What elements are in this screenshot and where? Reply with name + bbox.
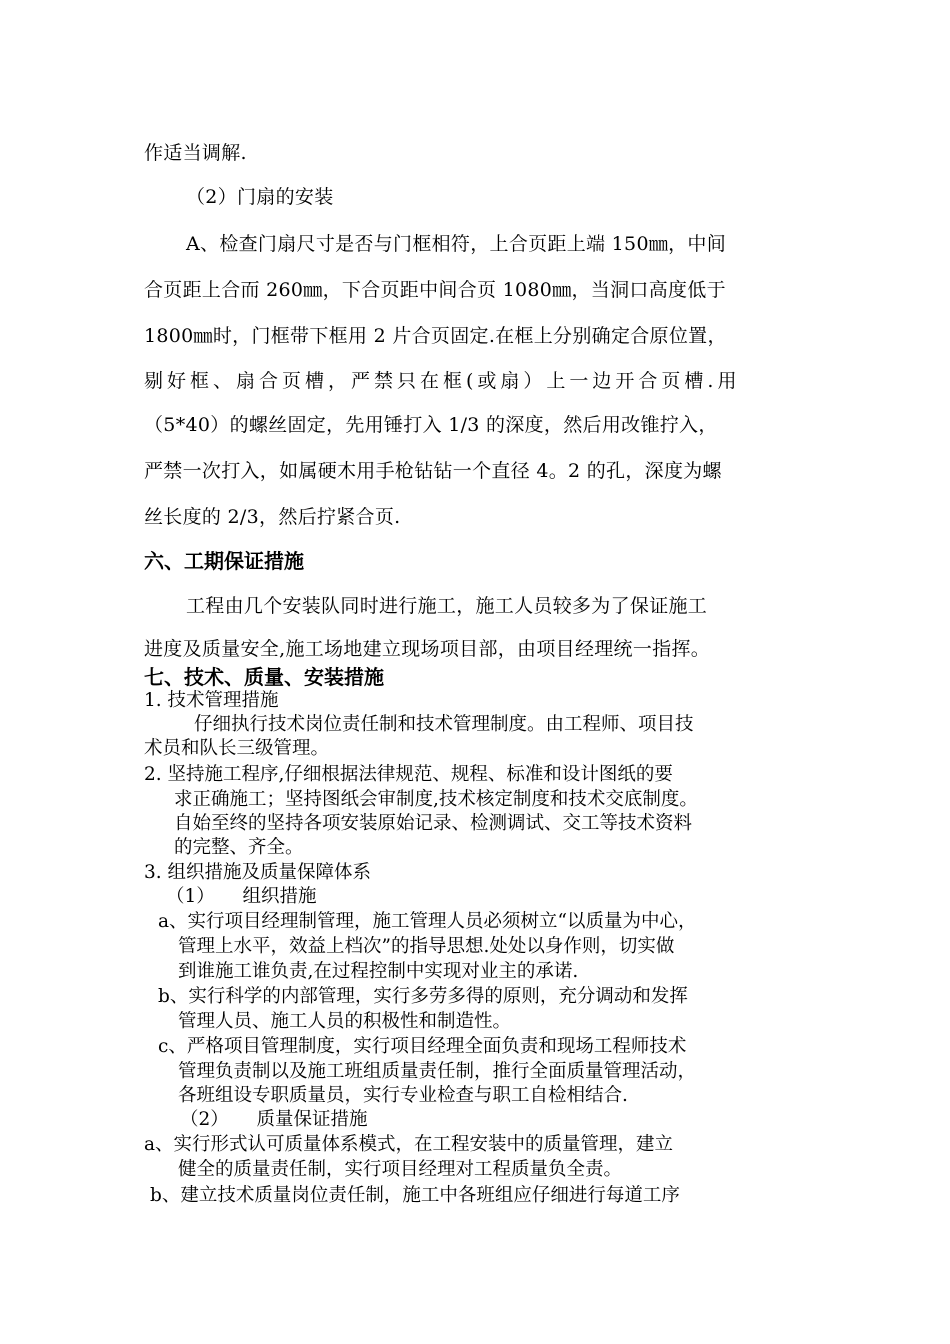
subheading-quality-assurance: （2） 质量保证措施 <box>180 1109 368 1130</box>
text-line: 管理人员、施工人员的积极性和制造性。 <box>178 1011 512 1032</box>
text-line: 严禁一次打入，如属硬木用手枪钻钻一个直径 4。2 的孔，深度为螺 <box>144 460 722 482</box>
text-line: 管理上水平，效益上档次”的指导思想.处处以身作则，切实做 <box>178 936 675 957</box>
list-item: b、建立技术质量岗位责任制，施工中各班组应仔细进行每道工序 <box>150 1185 680 1206</box>
text-line: （5*40）的螺丝固定，先用锤打入 1/3 的深度，然后用改锥拧入， <box>144 414 718 436</box>
text-line: 的完整、齐全。 <box>174 837 304 858</box>
text-line: 仔细执行技术岗位责任制和技术管理制度。由工程师、项目技 <box>194 714 694 735</box>
section-heading-schedule: 六、工期保证措施 <box>144 549 304 573</box>
text-line: 剔好框、扇合页槽，严禁只在框(或扇）上一边开合页槽.用 <box>144 370 741 392</box>
text-line: 求正确施工；坚持图纸会审制度,技术核定制度和技术交底制度。 <box>174 789 698 810</box>
text-line: 丝长度的 2/3，然后拧紧合页. <box>144 506 401 528</box>
text-line: 到谁施工谁负责,在过程控制中实现对业主的承诺. <box>178 961 579 982</box>
text-line: 工程由几个安装队同时进行施工，施工人员较多为了保证施工 <box>186 595 708 617</box>
section-heading-quality: 七、技术、质量、安装措施 <box>144 665 384 689</box>
list-item-heading: 3. 组织措施及质量保障体系 <box>144 862 372 883</box>
list-item: a、实行项目经理制管理，施工管理人员必须树立“以质量为中心， <box>158 911 697 932</box>
subheading-organization: （1） 组织措施 <box>166 886 317 907</box>
text-line: 健全的质量责任制，实行项目经理对工程质量负全责。 <box>178 1159 623 1180</box>
text-line: 进度及质量安全,施工场地建立现场项目部，由项目经理统一指挥。 <box>144 638 711 660</box>
text-line: 管理负责制以及施工班组质量责任制，推行全面质量管理活动， <box>178 1061 697 1082</box>
text-line: 自始至终的坚持各项安装原始记录、检测调试、交工等技术资料 <box>174 813 693 834</box>
list-item: a、实行形式认可质量体系模式，在工程安装中的质量管理，建立 <box>144 1134 674 1155</box>
subheading-door-leaf: （2）门扇的安装 <box>186 186 334 208</box>
text-line: 1800㎜时，门框带下框用 2 片合页固定.在框上分别确定合原位置， <box>144 325 727 347</box>
text-line: A、检查门扇尺寸是否与门框相符，上合页距上端 150㎜，中间 <box>186 233 727 255</box>
list-item: c、严格项目管理制度，实行项目经理全面负责和现场工程师技术 <box>158 1036 687 1057</box>
list-item-heading: 1. 技术管理措施 <box>144 690 279 711</box>
list-item: b、实行科学的内部管理，实行多劳多得的原则，充分调动和发挥 <box>158 986 688 1007</box>
list-item: 2. 坚持施工程序,仔细根据法律规范、规程、标准和设计图纸的要 <box>144 764 673 785</box>
text-line: 各班组设专职质量员，实行专业检查与职工自检相结合. <box>178 1085 628 1106</box>
text-line: 术员和队长三级管理。 <box>144 738 330 759</box>
text-line: 合页距上合而 260㎜，下合页距中间合页 1080㎜，当洞口高度低于 <box>144 279 726 301</box>
text-line: 作适当调解. <box>144 142 247 164</box>
